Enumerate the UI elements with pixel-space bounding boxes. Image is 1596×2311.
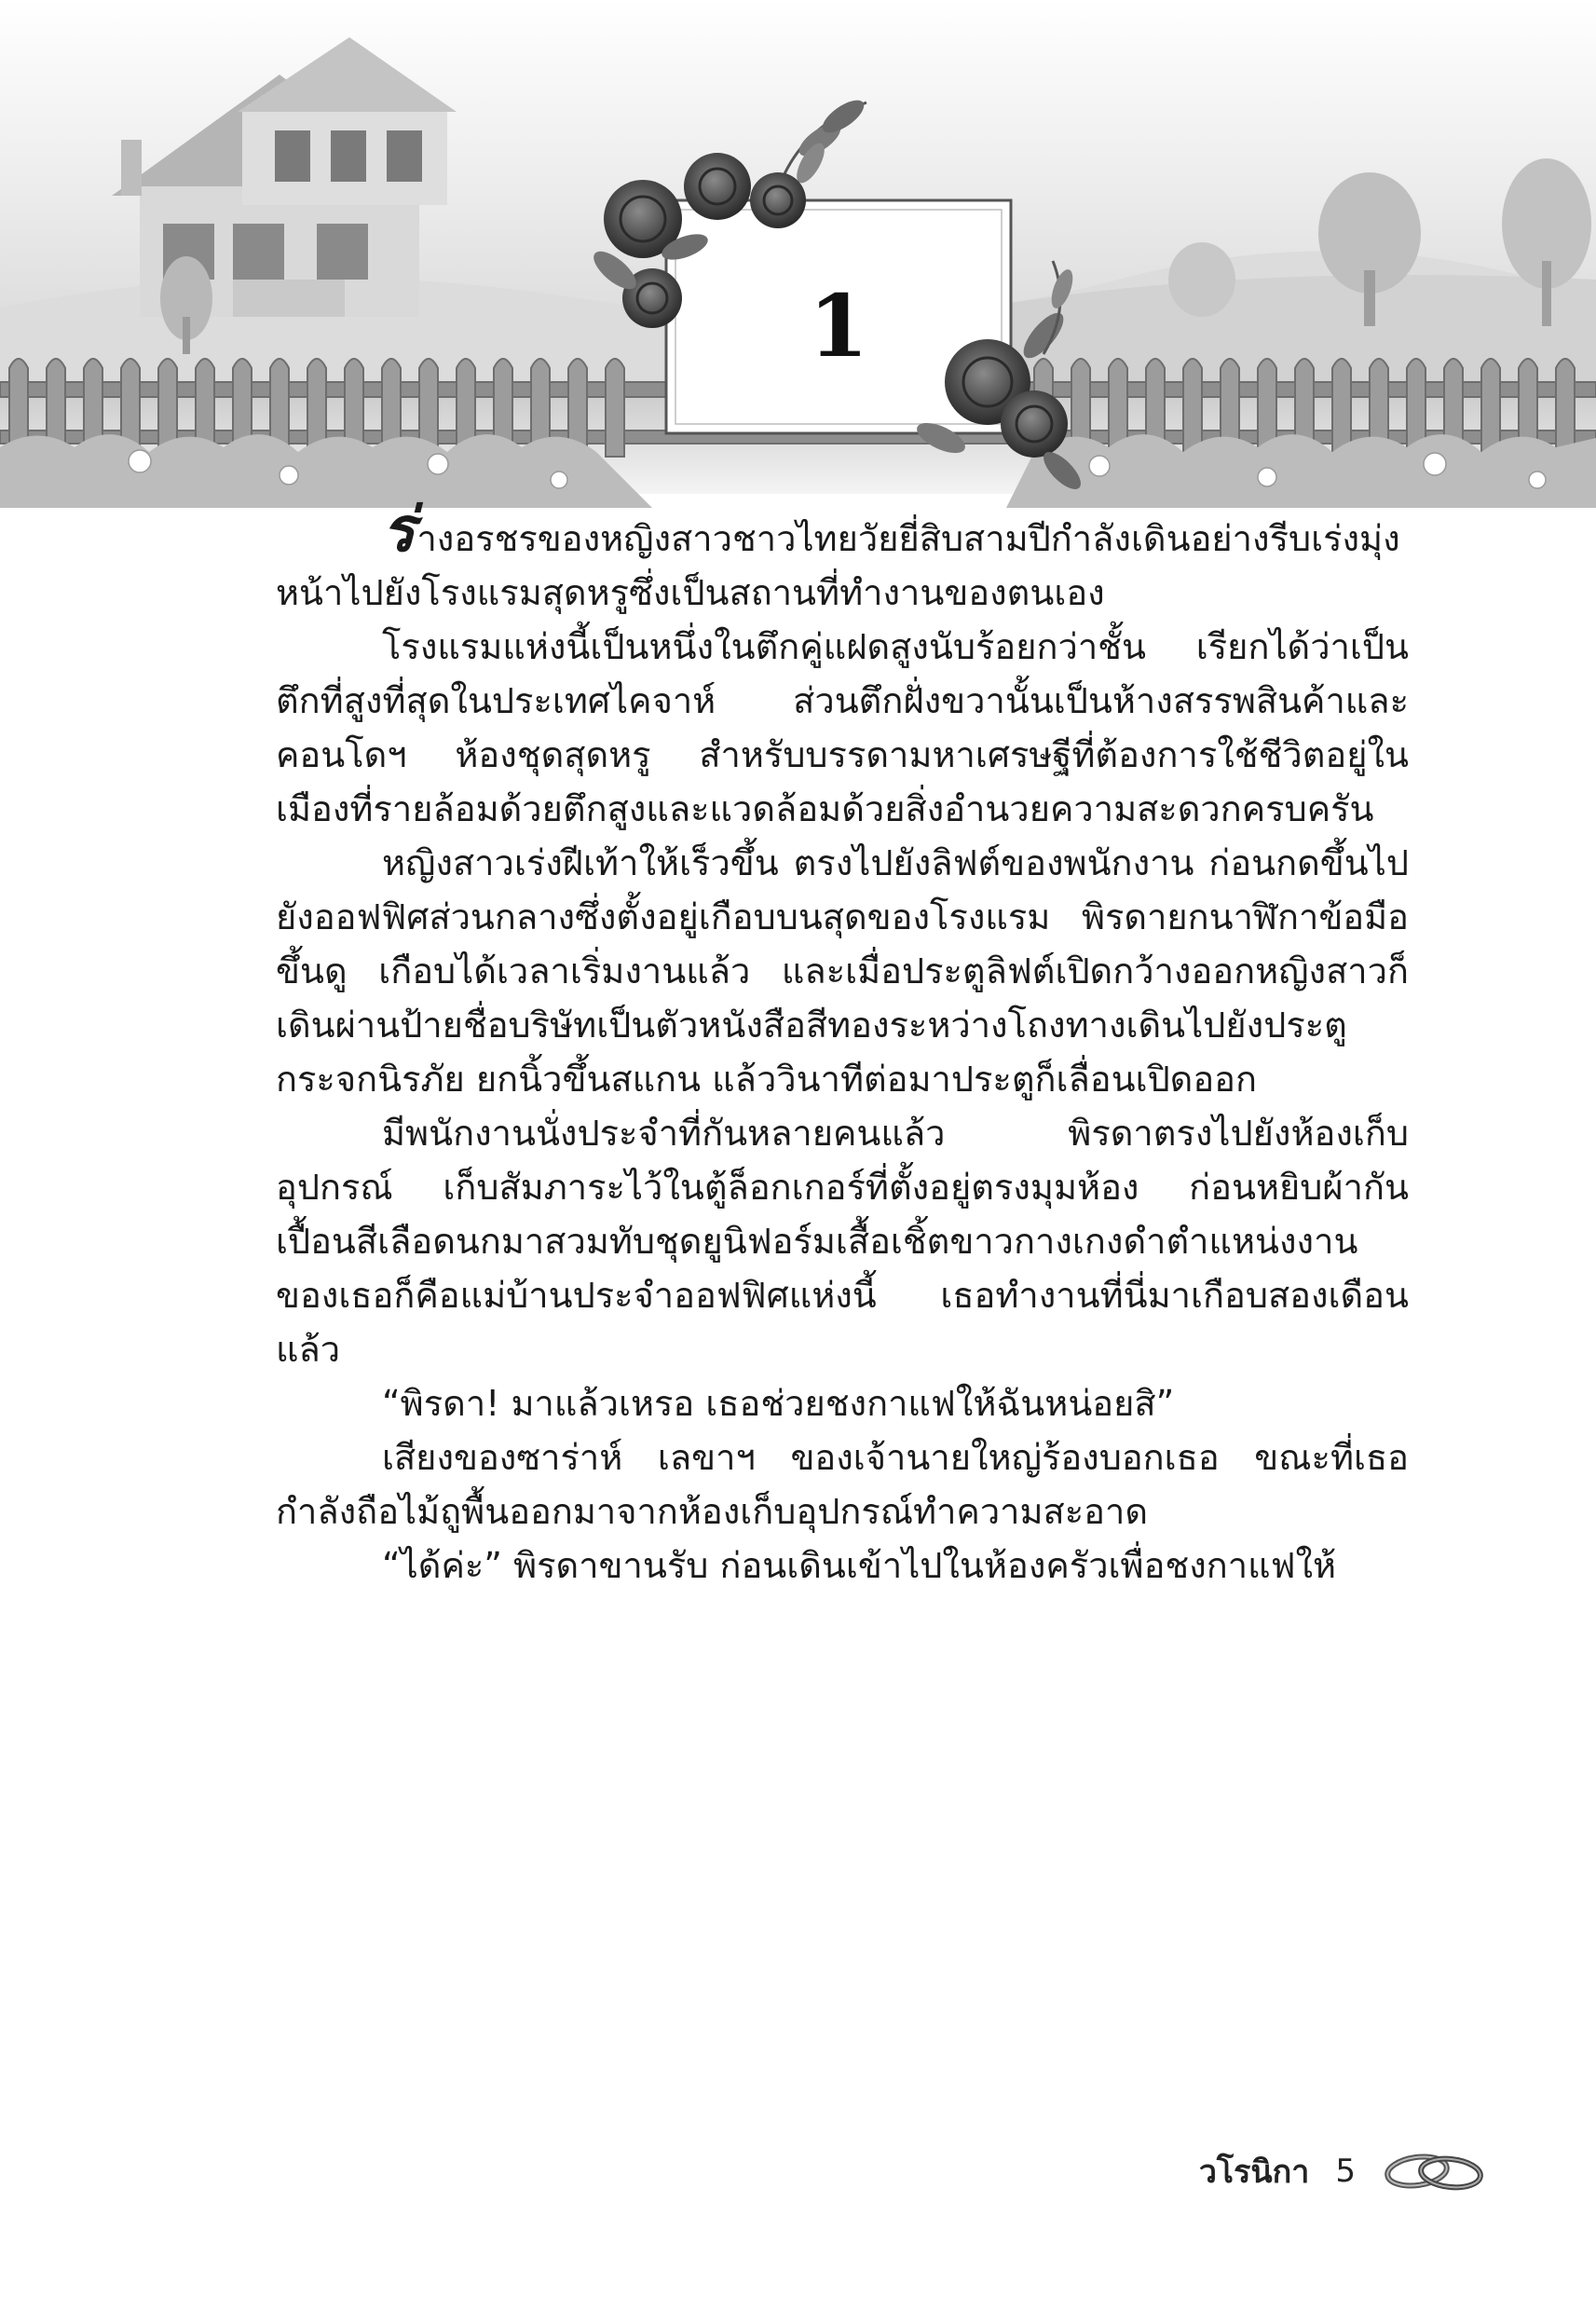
paragraph-4: มีพนักงานนั่งประจำที่กันหลายคนแล้ว พิรดาตรงไปยังห้องเก็บอุปกรณ์ เก็บสัมภาระไว้ในตู้ล็อกเกอร์ที่ตั้งอยู่ตรงมุมห้อง ก่อนหยิบผ้ากันเปื้อนสีเลือดนกมาสวมทับชุดยูนิฟอร์มเสื้อเชิ้ตขาวกางเกงดำตำแหน่งงานของเธอก็คือแม่บ้านประจำออฟฟิศแห่งนี้ เธอทำงานที่นี่มาเกือบสองเดือนแล้ว xyxy=(276,1113,1409,1370)
chapter-body xyxy=(276,493,1409,1593)
page-number: 5 xyxy=(1335,2153,1356,2190)
paragraph-5: “พิรดา! มาแล้วเหรอ เธอช่วยชงกาแฟให้ฉันหน่อยสิ” xyxy=(382,1383,1175,1424)
paragraph-3: หญิงสาวเร่งฝีเท้าให้เร็วขึ้น ตรงไปยังลิฟต์ของพนักงาน ก่อนกดขึ้นไปยังออฟฟิศส่วนกลางซึ่งตั้งอยู่เกือบบนสุดของโรงแรม พิรดายกนาฬิกาข้อมือขึ้นดู เกือบได้เวลาเริ่มงานแล้ว และเมื่อประตูลิฟต์เปิดกว้างออกหญิงสาวก็เดินผ่านป้ายชื่อบริษัทเป็นตัวหนังสือสีทองระหว่างโถงทางเดินไปยังประตูกระจกนิรภัย ยกนิ้วขึ้นสแกน แล้ววินาทีต่อมาประตูก็เลื่อนเปิดออก xyxy=(276,842,1409,1100)
paragraph-6: เสียงของซาร่าห์ เลขาฯ ของเจ้านายใหญ่ร้องบอกเธอ ขณะที่เธอกำลังถือไม้ถูพื้นออกมาจากห้องเก็บอุปกรณ์ทำความสะอาด xyxy=(276,1437,1409,1532)
paragraph-7: “ได้ค่ะ” พิรดาขานรับ ก่อนเดินเข้าไปในห้องครัวเพื่อชงกาแฟให้ xyxy=(382,1545,1337,1586)
dropcap: ร่ xyxy=(382,493,416,566)
paragraph-2: โรงแรมแห่งนี้เป็นหนึ่งในตึกคู่แฝดสูงนับร้อยกว่าชั้น เรียกได้ว่าเป็นตึกที่สูงที่สุดในประเทศไคจาห์ ส่วนตึกฝั่งขวานั้นเป็นห้างสรรพสินค้าและคอนโดฯ ห้องชุดสุดหรู สำหรับบรรดามหาเศรษฐีที่ต้องการใช้ชีวิตอยู่ในเมืองที่รายล้อมด้วยตึกสูงและแวดล้อมด้วยสิ่งอำนวยความสะดวกครบครัน xyxy=(276,626,1409,829)
paragraph-1-text: างอรชรของหญิงสาวชาวไทยวัยยี่สิบสามปีกำลังเดินอย่างรีบเร่งมุ่งหน้าไปยังโรงแรมสุดหรูซึ่งเป็นสถานที่ทำงานของตนเอง xyxy=(276,518,1400,613)
page-footer xyxy=(1199,2143,1486,2199)
paragraph-1 xyxy=(276,493,1409,620)
wedding-rings-icon xyxy=(1382,2146,1486,2196)
chapter-number: 1 xyxy=(808,276,868,376)
footer-author: วโรนิกา xyxy=(1198,2154,1310,2191)
